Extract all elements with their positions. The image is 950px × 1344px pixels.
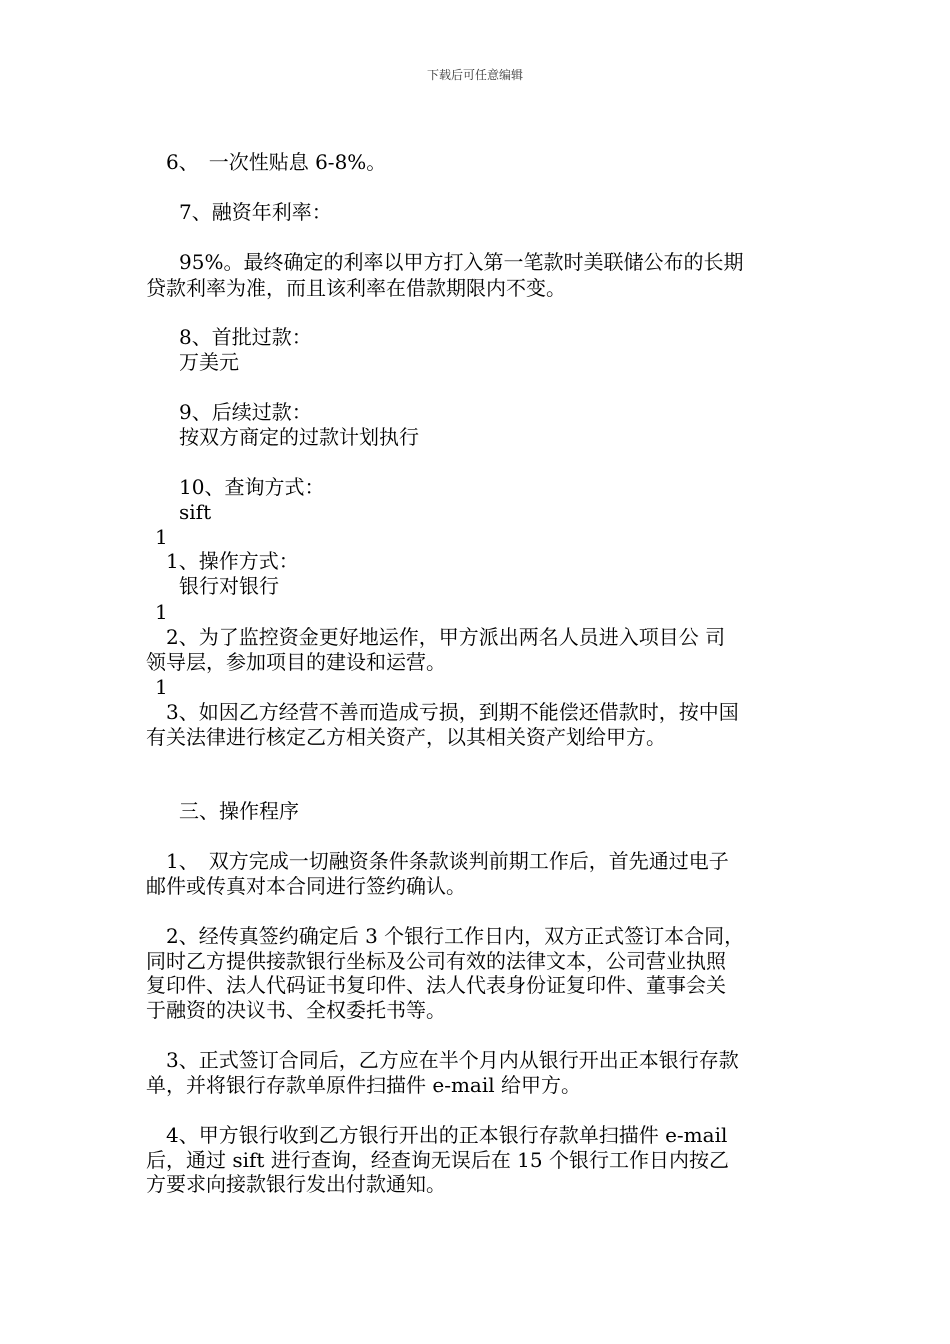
text-line: 1 — [155, 675, 168, 699]
text-line: 同时乙方提供接款银行坐标及公司有效的法律文本，公司营业执照 — [146, 949, 726, 973]
text-line: 2、经传真签约确定后 3 个银行工作日内，双方正式签订本合同， — [166, 924, 745, 948]
text-line: 于融资的决议书、全权委托书等。 — [146, 998, 446, 1022]
text-line: 领导层，参加项目的建设和运营。 — [146, 650, 446, 674]
text-line: sift — [179, 500, 212, 524]
text-line: 单，并将银行存款单原件扫描件 e-mail 给甲方。 — [146, 1073, 581, 1097]
text-line: 1 — [155, 600, 168, 624]
text-line: 银行对银行 — [179, 574, 279, 598]
text-line: 95%。最终确定的利率以甲方打入第一笔款时美联储公布的长期 — [179, 250, 744, 274]
text-line: 8、首批过款： — [179, 325, 312, 349]
text-line: 按双方商定的过款计划执行 — [179, 425, 419, 449]
text-line: 后，通过 sift 进行查询，经查询无误后在 15 个银行工作日内按乙 — [146, 1148, 729, 1172]
text-line: 万美元 — [179, 350, 239, 374]
text-line: 1、操作方式： — [166, 549, 299, 573]
text-line: 有关法律进行核定乙方相关资产，以其相关资产划给甲方。 — [146, 725, 666, 749]
text-line: 6、 一次性贴息 6-8%。 — [166, 150, 387, 174]
text-line: 贷款利率为准，而且该利率在借款期限内不变。 — [146, 276, 566, 300]
text-line: 邮件或传真对本合同进行签约确认。 — [146, 874, 466, 898]
text-line: 7、融资年利率： — [179, 200, 332, 224]
text-line: 4、甲方银行收到乙方银行开出的正本银行存款单扫描件 e-mail — [166, 1123, 728, 1147]
text-line: 10、查询方式： — [179, 475, 325, 499]
text-line: 9、后续过款： — [179, 400, 312, 424]
text-line: 2、为了监控资金更好地运作，甲方派出两名人员进入项目公 司 — [166, 625, 726, 649]
text-line: 1、 双方完成一切融资条件条款谈判前期工作后，首先通过电子 — [166, 849, 729, 873]
text-line: 复印件、法人代码证书复印件、法人代表身份证复印件、董事会关 — [146, 973, 726, 997]
text-line: 3、如因乙方经营不善而造成亏损，到期不能偿还借款时，按中国 — [166, 700, 739, 724]
text-line: 3、正式签订合同后，乙方应在半个月内从银行开出正本银行存款 — [166, 1048, 739, 1072]
text-line: 1 — [155, 525, 168, 549]
text-line: 方要求向接款银行发出付款通知。 — [146, 1172, 446, 1196]
section-heading: 三、操作程序 — [179, 799, 299, 823]
page-header: 下载后可任意编辑 — [426, 68, 523, 82]
